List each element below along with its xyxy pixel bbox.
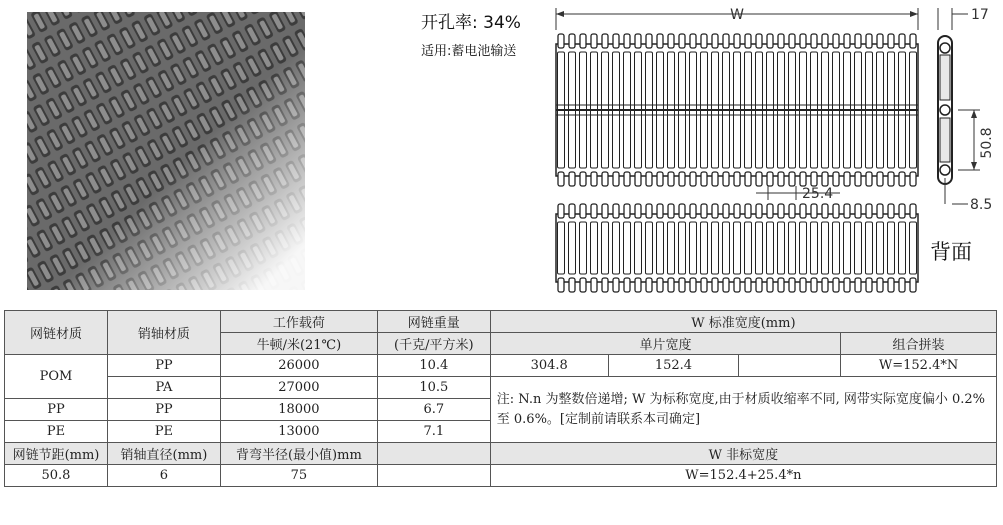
cell-combo: W=152.4*N	[841, 355, 997, 377]
cell-chain-material: POM	[5, 355, 108, 399]
header-work-load-unit: 牛顿/米(21℃)	[220, 333, 377, 355]
spec-table	[4, 310, 997, 487]
header-standard-width: W 标准宽度(mm)	[490, 311, 996, 333]
header-bend-radius: 背弯半径(最小值)mm	[220, 443, 377, 465]
cell-work-load: 27000	[220, 377, 377, 399]
header-combo: 组合拼装	[841, 333, 997, 355]
cell-weight: 7.1	[377, 421, 490, 443]
cell-single-width-2: 152.4	[608, 355, 739, 377]
header-empty	[377, 443, 490, 465]
cell-work-load: 18000	[220, 399, 377, 421]
dimension-8-5: 8.5	[970, 197, 993, 213]
side-profile	[938, 36, 952, 184]
cell-pin-material: PE	[107, 421, 220, 443]
header-weight: 网链重量	[377, 311, 490, 333]
dimension-25-4: 25.4	[802, 186, 834, 202]
product-photo	[27, 12, 305, 290]
cell-nonstandard-width: W=152.4+25.4*n	[490, 465, 996, 487]
cell-weight: 6.7	[377, 399, 490, 421]
header-chain-material: 网链材质	[5, 311, 108, 355]
header-single-width: 单片宽度	[490, 333, 840, 355]
cell-chain-material: PE	[5, 421, 108, 443]
width-dimension-label: W	[730, 7, 744, 23]
belt-back-view	[556, 204, 918, 292]
header-work-load: 工作载荷	[220, 311, 377, 333]
cell-pin-material: PA	[107, 377, 220, 399]
note-text: 注: N.n 为整数倍递增; W 为标称宽度,由于材质收缩率不同, 网带实际宽度偏小 0.2%至 0.6%。[定制前请联系本司确定]	[490, 377, 996, 443]
table-row	[5, 465, 997, 487]
cell-weight: 10.5	[377, 377, 490, 399]
application-text: 适用:蓄电池输送	[421, 44, 517, 59]
cell-single-width-3	[739, 355, 841, 377]
cell-pin-material: PP	[107, 355, 220, 377]
table-row	[5, 355, 997, 377]
cell-bend-radius: 75	[220, 465, 377, 487]
header-pin-material: 销轴材质	[107, 311, 220, 355]
cell-work-load: 26000	[220, 355, 377, 377]
cell-pitch: 50.8	[5, 465, 108, 487]
belt-top-view	[556, 34, 918, 186]
cell-pin-material: PP	[107, 399, 220, 421]
cell-weight: 10.4	[377, 355, 490, 377]
dimension-50-8: 50.8	[979, 127, 995, 159]
cell-pin-diameter: 6	[107, 465, 220, 487]
header-pin-diameter: 销轴直径(mm)	[107, 443, 220, 465]
open-rate-text: 开孔率: 34%	[421, 13, 521, 33]
cell-work-load: 13000	[220, 421, 377, 443]
cell-chain-material: PP	[5, 399, 108, 421]
header-nonstandard-width: W 非标宽度	[490, 443, 996, 465]
cell-empty	[377, 465, 490, 487]
table-row	[5, 377, 997, 399]
header-weight-unit: (千克/平方米)	[377, 333, 490, 355]
header-pitch: 网链节距(mm)	[5, 443, 108, 465]
cell-single-width-1: 304.8	[490, 355, 608, 377]
dimension-17: 17	[971, 7, 989, 23]
back-view-label: 背面	[930, 240, 972, 264]
